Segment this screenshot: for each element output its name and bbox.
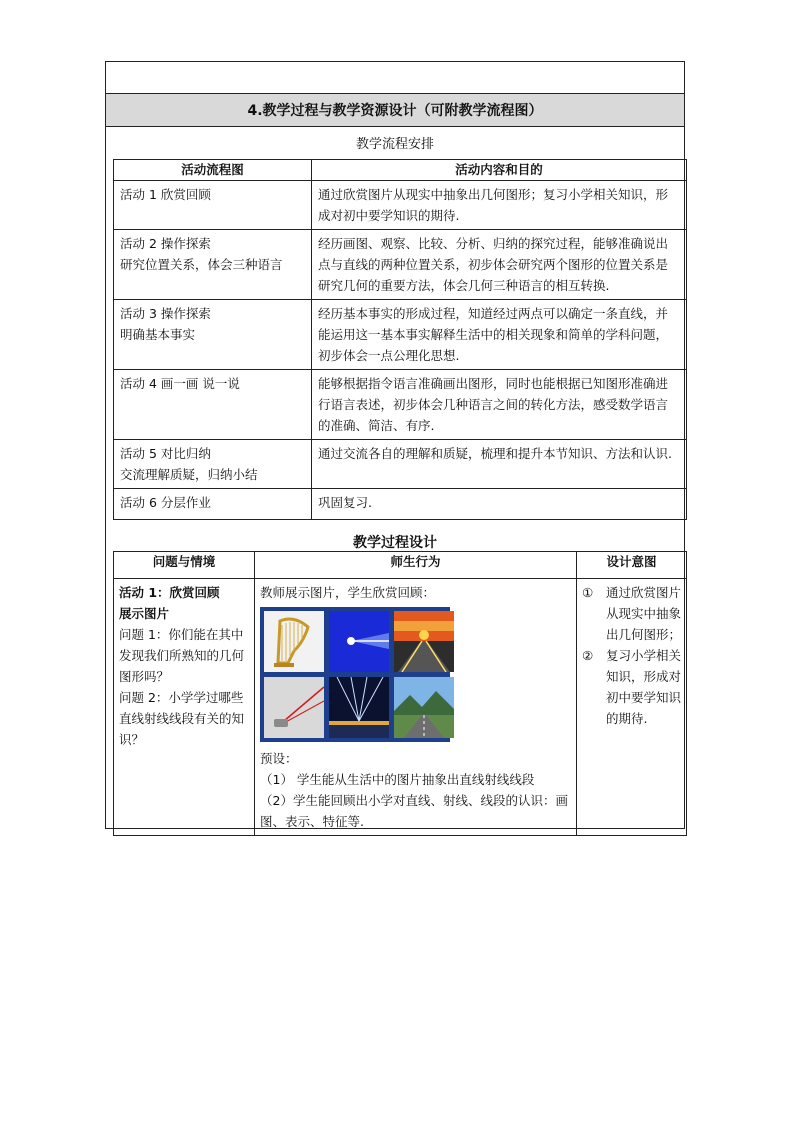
design-table bbox=[113, 551, 687, 836]
table-row bbox=[114, 181, 687, 230]
document-frame bbox=[105, 61, 685, 829]
question-1: 问题 1：你们能在其中发现我们所熟知的几何图形吗？ bbox=[119, 627, 245, 684]
design-header-problem: 问题与情境 bbox=[114, 552, 255, 579]
flow-table bbox=[113, 159, 687, 520]
flow-table-header bbox=[114, 160, 687, 181]
preset-item-1: （1） 学生能从生活中的图片抽象出直线射线线段 bbox=[260, 772, 535, 787]
table-row bbox=[114, 300, 687, 370]
table-row bbox=[114, 440, 687, 489]
activity-cell: 活动 4 画一画 说一说 bbox=[114, 370, 312, 440]
problem-cell bbox=[114, 579, 255, 836]
intent-cell bbox=[577, 579, 687, 836]
intent-number: ① bbox=[582, 585, 594, 600]
content-cell: 经历基本事实的形成过程，知道经过两点可以确定一条直线，并能运用这一基本事实解释生活中的相关现象和简单的学科问题，初步体会一点公理化思想. bbox=[312, 300, 687, 370]
activity-cell: 活动 6 分层作业 bbox=[114, 489, 312, 520]
intent-text: 复习小学相关知识，形成对初中要学知识的期待. bbox=[606, 648, 682, 726]
content-cell: 经历画图、观察、比较、分析、归纳的探究过程，能够准确说出点与直线的两种位置关系，初步体会研究两个图形的位置关系是研究几何的重要方法，体会几何三种语言的相互转换. bbox=[312, 230, 687, 300]
activity-cell: 活动 3 操作探索 明确基本事实 bbox=[114, 300, 312, 370]
design-title: 教学过程设计 bbox=[353, 535, 437, 551]
design-header-intent: 设计意图 bbox=[577, 552, 687, 579]
mountain-road-image bbox=[394, 677, 454, 738]
flow-header-content: 活动内容和目的 bbox=[312, 160, 687, 181]
activity-cell: 活动 5 对比归纳 交流理解质疑，归纳小结 bbox=[114, 440, 312, 489]
preset-label: 预设： bbox=[260, 751, 298, 766]
table-row bbox=[114, 230, 687, 300]
image-gallery bbox=[260, 607, 450, 742]
intent-number: ② bbox=[582, 648, 594, 663]
activity-cell: 活动 1 欣赏回顾 bbox=[114, 181, 312, 230]
content-cell: 通过交流各自的理解和质疑，梳理和提升本节知识、方法和认识. bbox=[312, 440, 687, 489]
flow-header-activity: 活动流程图 bbox=[114, 160, 312, 181]
content-cell: 通过欣赏图片从现实中抽象出几何图形；复习小学相关知识，形成对初中要学知识的期待. bbox=[312, 181, 687, 230]
behavior-intro: 教师展示图片，学生欣赏回顾： bbox=[260, 585, 436, 600]
question-2: 问题 2：小学学过哪些直线射线线段有关的知识？ bbox=[119, 690, 245, 747]
flashlight-beam-image bbox=[329, 611, 389, 672]
list-item bbox=[582, 582, 681, 645]
intent-list bbox=[582, 582, 681, 729]
intent-text: 通过欣赏图片从现实中抽象出几何图形； bbox=[606, 585, 682, 642]
empty-top-row bbox=[106, 62, 684, 94]
content-cell: 能够根据指令语言准确画出图形，同时也能根据已知图形准确进行语言表述，初步体会几种语言之间的转化方法，感受数学语言的准确、简洁、有序. bbox=[312, 370, 687, 440]
section-subtitle: 教学流程安排 bbox=[355, 137, 434, 152]
behavior-cell bbox=[255, 579, 577, 836]
design-table-header bbox=[114, 552, 687, 579]
section-title: 4.教学过程与教学资源设计（可附教学流程图） bbox=[106, 94, 684, 127]
list-item bbox=[582, 645, 681, 729]
table-row bbox=[114, 489, 687, 520]
light-beams-bridge-image bbox=[329, 677, 389, 738]
preset-item-2: （2）学生能回顾出小学对直线、射线、线段的认识：画图、表示、特征等. bbox=[260, 793, 568, 829]
harp-image bbox=[264, 611, 324, 672]
activity-title: 活动 1：欣赏回顾 展示图片 bbox=[119, 585, 220, 621]
design-header-behavior: 师生行为 bbox=[255, 552, 577, 579]
content-cell: 巩固复习. bbox=[312, 489, 687, 520]
sunset-road-image bbox=[394, 611, 454, 672]
activity-cell: 活动 2 操作探索 研究位置关系，体会三种语言 bbox=[114, 230, 312, 300]
table-row bbox=[114, 370, 687, 440]
table-row bbox=[114, 579, 687, 836]
laser-image bbox=[264, 677, 324, 738]
